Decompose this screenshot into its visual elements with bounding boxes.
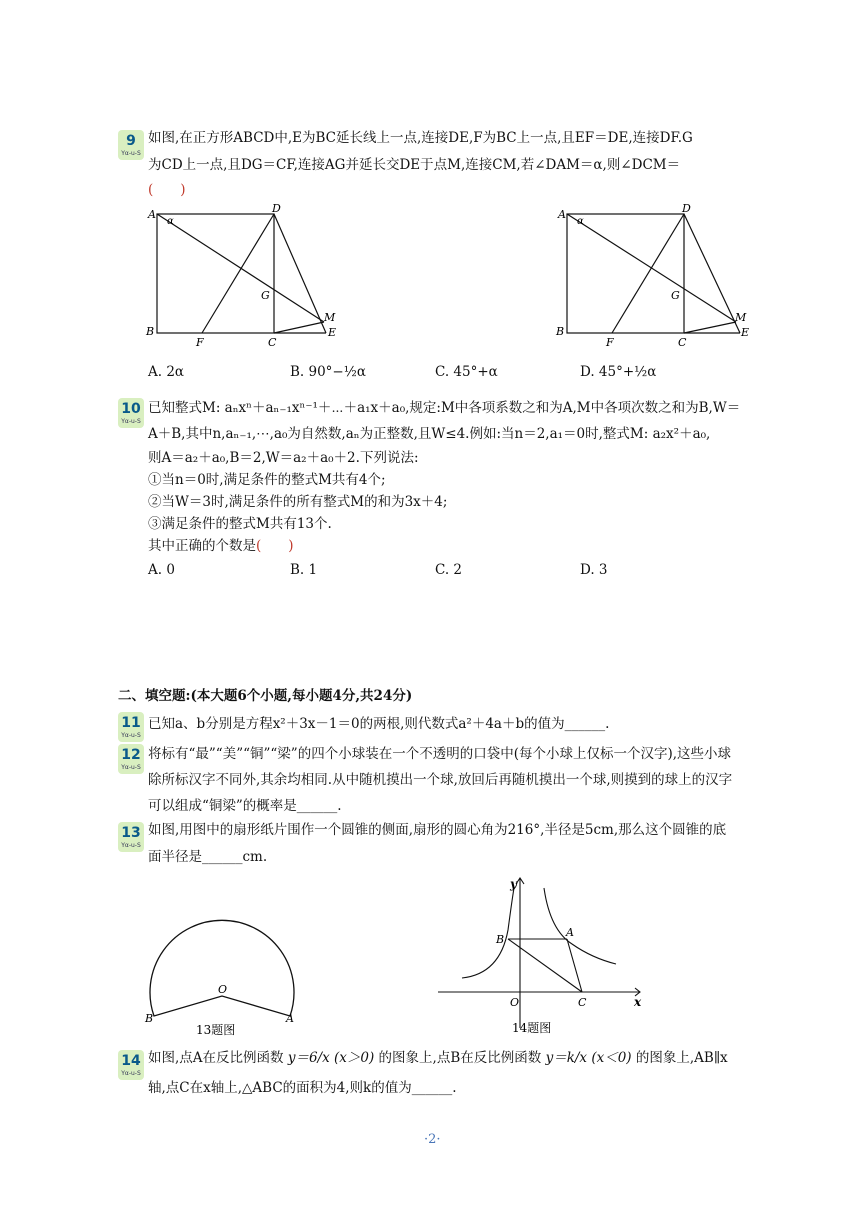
question-number-10: 10 Yα-u-S bbox=[118, 398, 144, 428]
label-d: D bbox=[272, 202, 281, 215]
question-number-12: 12 Yα-u-S bbox=[118, 744, 144, 774]
answer-paren: ( ) bbox=[256, 538, 294, 554]
q12-line-3: 可以组成“铜梁”的概率是______. bbox=[148, 798, 342, 814]
label-alpha: α bbox=[167, 216, 174, 227]
question-number-13: 13 Yα-u-S bbox=[118, 822, 144, 852]
q10-prompt: 其中正确的个数是 bbox=[148, 538, 256, 554]
figure-13-sector bbox=[140, 900, 310, 1040]
figure-14-graph bbox=[430, 870, 650, 1040]
q14-text-a: 如图,点A在反比例函数 bbox=[148, 1050, 284, 1066]
q10-line-5: ②当W＝3时,满足条件的所有整式M的和为3x＋4; bbox=[148, 494, 448, 510]
line-de bbox=[274, 214, 326, 333]
question-number-11: 11 Yα-u-S bbox=[118, 712, 144, 742]
q10-line-4: ①当n＝0时,满足条件的整式M共有4个; bbox=[148, 472, 386, 488]
label-o: O bbox=[218, 983, 228, 996]
label-b: B bbox=[556, 325, 565, 338]
figure-14-caption: 14题图 bbox=[512, 1021, 552, 1035]
label-b: B bbox=[496, 933, 505, 946]
square-abcd bbox=[157, 214, 274, 333]
label-alpha: α bbox=[577, 216, 584, 227]
q12-line-2: 除所标汉字不同外,其余均相同.从中随机摸出一个球,放回后再随机摸出一个球,则摸到的球上的汉字 bbox=[148, 772, 733, 788]
q9-line-2: 为CD上一点,且DG＝CF,连接AG并延长交DE于点M,连接CM,若∠DAM＝α,则∠DCM＝ bbox=[148, 157, 681, 173]
q9-option-c[interactable]: C. 45°+α bbox=[435, 364, 498, 380]
q10-line-6: ③满足条件的整式M共有13个. bbox=[148, 516, 332, 532]
sector-shape bbox=[150, 920, 294, 1016]
q10-option-d[interactable]: D. 3 bbox=[580, 562, 608, 578]
label-a: A bbox=[566, 926, 574, 939]
q10-option-c[interactable]: C. 2 bbox=[435, 562, 463, 578]
label-d: D bbox=[682, 202, 691, 215]
label-f: F bbox=[196, 336, 204, 349]
label-o: O bbox=[510, 996, 520, 1009]
q14-function-1: y＝6/x (x＞0) bbox=[287, 1050, 375, 1066]
label-a: A bbox=[558, 208, 566, 221]
label-c: C bbox=[268, 336, 277, 349]
label-g: G bbox=[261, 289, 270, 302]
q9-figure-right bbox=[550, 200, 760, 350]
q14-line-1 bbox=[148, 1048, 728, 1068]
q10-option-b[interactable]: B. 1 bbox=[290, 562, 318, 578]
q14-text-b: 的图象上,点B在反比例函数 bbox=[378, 1050, 542, 1066]
label-c: C bbox=[578, 996, 587, 1009]
q13-line-2: 面半径是______cm. bbox=[148, 849, 268, 865]
section-title: 二、填空题:(本大题6个小题,每小题4分,共24分) bbox=[118, 688, 413, 704]
label-g: G bbox=[671, 289, 680, 302]
q13-line-1: 如图,用图中的扇形纸片围作一个圆锥的侧面,扇形的圆心角为216°,半径是5cm,那么这个圆锥的底 bbox=[148, 822, 727, 838]
line-cm bbox=[684, 322, 736, 333]
label-e: E bbox=[328, 326, 337, 339]
label-c: C bbox=[678, 336, 687, 349]
hyperbola-left bbox=[462, 888, 514, 978]
label-a: A bbox=[148, 208, 156, 221]
line-am bbox=[157, 214, 324, 322]
label-y: y bbox=[510, 877, 517, 891]
square-abcd bbox=[567, 214, 684, 333]
line-am bbox=[567, 214, 736, 322]
figure-13-caption: 13题图 bbox=[196, 1023, 236, 1037]
label-e: E bbox=[741, 326, 750, 339]
q11-line-1: 已知a、b分别是方程x²＋3x－1＝0的两根,则代数式a²＋4a＋b的值为______. bbox=[148, 716, 610, 732]
q14-text-c: 的图象上,AB∥x bbox=[635, 1050, 728, 1066]
label-f: F bbox=[606, 336, 614, 349]
page-number: ·2· bbox=[424, 1132, 441, 1147]
q10-line-1: 已知整式M: aₙxⁿ＋aₙ₋₁xⁿ⁻¹＋⋯＋a₁x＋a₀,规定:M中各项系数之和为A,M中各项次数之和为B,W＝ bbox=[148, 400, 741, 416]
line-de bbox=[684, 214, 740, 333]
segment-ac bbox=[567, 939, 582, 992]
q10-line-7 bbox=[148, 536, 294, 556]
q9-option-d[interactable]: D. 45°+½α bbox=[580, 364, 657, 380]
q10-line-3: 则A＝a₂＋a₀,B＝2,W＝a₂＋a₀＋2.下列说法: bbox=[148, 450, 419, 466]
q14-line-2: 轴,点C在x轴上,△ABC的面积为4,则k的值为______. bbox=[148, 1080, 457, 1096]
label-m: M bbox=[324, 311, 336, 324]
label-b: B bbox=[146, 325, 155, 338]
q10-line-2: A＋B,其中n,aₙ₋₁,⋯,a₀为自然数,aₙ为正整数,且W≤4.例如:当n＝2,a₁＝0时,整式M: a₂x²＋a₀, bbox=[148, 426, 711, 442]
line-cm bbox=[274, 322, 324, 333]
label-b: B bbox=[145, 1012, 154, 1025]
answer-paren: ( ) bbox=[148, 182, 186, 198]
label-m: M bbox=[735, 311, 747, 324]
q14-function-2: y＝k/x (x＜0) bbox=[545, 1050, 632, 1066]
line-df bbox=[612, 214, 684, 333]
q9-option-a[interactable]: A. 2α bbox=[148, 364, 185, 380]
hyperbola-right bbox=[544, 888, 616, 964]
q10-option-a[interactable]: A. 0 bbox=[148, 562, 175, 578]
q9-line-1: 如图,在正方形ABCD中,E为BC延长线上一点,连接DE,F为BC上一点,且EF＝DE,连接DF.G bbox=[148, 130, 693, 146]
segment-bc bbox=[508, 939, 582, 992]
q12-line-1: 将标有“最”“美”“铜”“梁”的四个小球装在一个不透明的口袋中(每个小球上仅标一个汉字),这些小球 bbox=[148, 746, 732, 762]
q9-figure-left bbox=[140, 200, 350, 350]
label-x: x bbox=[634, 995, 642, 1009]
line-df bbox=[202, 214, 274, 333]
label-a: A bbox=[286, 1012, 294, 1025]
q9-option-b[interactable]: B. 90°−½α bbox=[290, 364, 366, 380]
question-number-14: 14 Yα-u-S bbox=[118, 1050, 144, 1080]
question-number-9: 9 Yα-u-S bbox=[118, 130, 144, 160]
